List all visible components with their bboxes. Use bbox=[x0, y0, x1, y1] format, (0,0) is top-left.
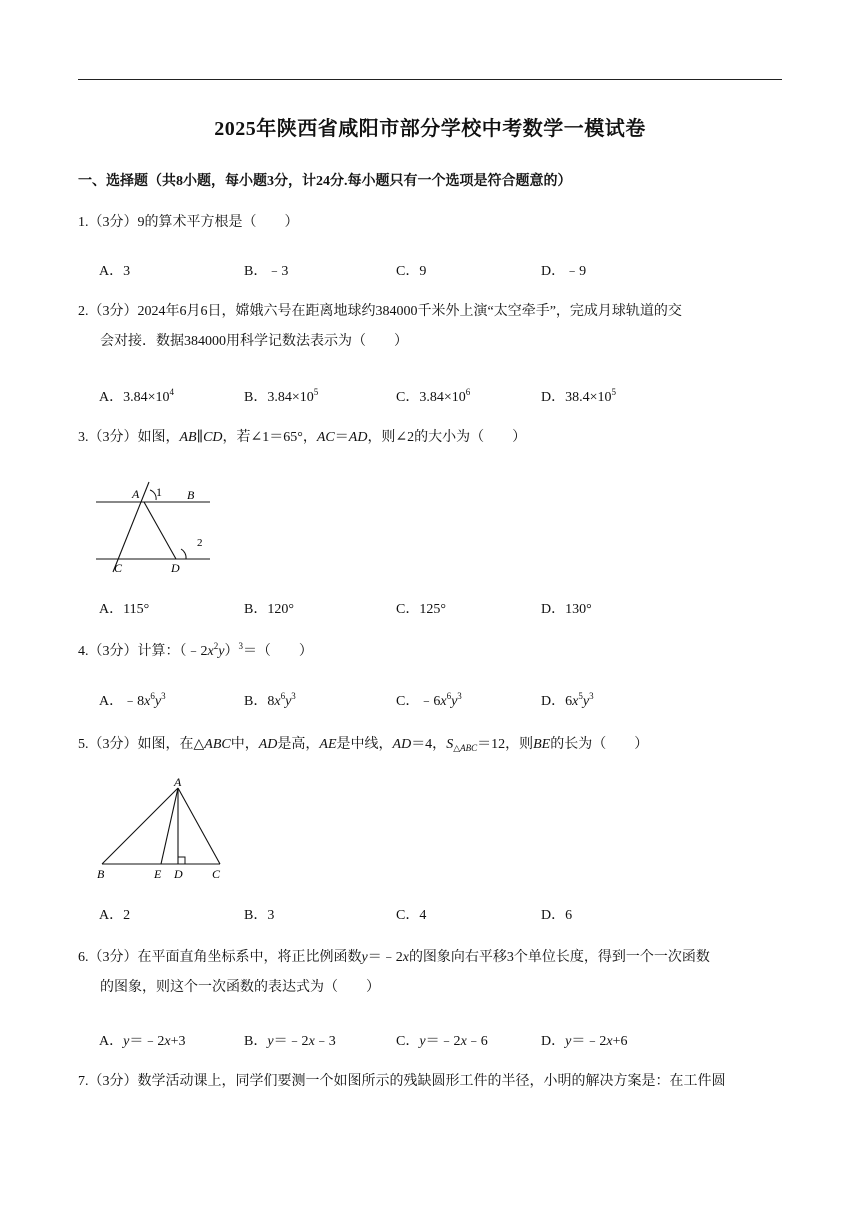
question-text: （3分）数学活动课上，同学们要测一个如图所示的残缺圆形工件的半径，小明的解决方案是：在工件圆 bbox=[88, 1074, 726, 1089]
label-e: E bbox=[154, 867, 162, 881]
section-heading: 一、选择题（共8小题，每小题3分，计24分.每小题只有一个选项是符合题意的） bbox=[78, 174, 572, 189]
question-2-options bbox=[99, 386, 779, 408]
option-b[interactable]: B．$3.84\times 10^5$ bbox=[244, 387, 319, 405]
question-3: 3.（3分）如图，AB∥CD，若∠1＝65°，AC＝AD，则∠2的大小为（ ） bbox=[78, 430, 527, 445]
label-d: D bbox=[171, 561, 180, 574]
question-3-options bbox=[99, 598, 779, 620]
option-c[interactable]: C．$﹣6x^6y^3$ bbox=[396, 691, 462, 709]
question-4-options bbox=[99, 690, 779, 712]
question-1 bbox=[78, 208, 784, 238]
option-a[interactable]: A．115° bbox=[99, 602, 150, 617]
question-6: 6.（3分）在平面直角坐标系中，将正比例函数y＝﹣2x的图象向右平移3个单位长度，得到一个一次函数 的图象，则这个一次函数的表达式为（ ） bbox=[78, 943, 784, 1003]
label-c: C bbox=[114, 561, 123, 574]
option-d[interactable]: D．$6x^5y^3$ bbox=[541, 691, 594, 709]
label-b: B bbox=[187, 488, 195, 502]
label-d: D bbox=[174, 867, 183, 881]
option-d[interactable]: D．$38.4\times 10^5$ bbox=[541, 387, 617, 405]
question-5-options bbox=[99, 904, 779, 926]
option-d[interactable]: D．6 bbox=[541, 908, 573, 923]
option-d[interactable]: D．130° bbox=[541, 602, 592, 617]
question-5: 5.（3分）如图，在△ABC中，AD是高，AE是中线，AD＝4，$S_{\triangle ABC}=12$，则BE的长为（ ） bbox=[78, 737, 649, 753]
label-angle-1: 1 bbox=[156, 485, 162, 499]
side-ab bbox=[102, 788, 178, 864]
option-b[interactable]: B．$8x^6y^3$ bbox=[244, 691, 296, 709]
parallel-lines-figure bbox=[94, 476, 214, 574]
question-7 bbox=[78, 1067, 784, 1097]
question-text: （3分）9的算术平方根是（ ） bbox=[88, 215, 299, 230]
option-a[interactable]: A．2 bbox=[99, 908, 131, 923]
question-text-line-2: 会对接．数据384000用科学记数法表示为（ ） bbox=[100, 334, 408, 349]
option-c[interactable]: C．9 bbox=[396, 264, 427, 279]
option-d[interactable]: D．y＝﹣2x+6 bbox=[541, 1034, 628, 1049]
header-rule bbox=[78, 79, 782, 80]
question-number: 3. bbox=[78, 430, 89, 445]
question-4: 4.（3分）计算：$(﹣2x^2y)^3=$（ ） bbox=[78, 641, 313, 659]
option-b[interactable]: B．3 bbox=[244, 908, 275, 923]
median-ae bbox=[161, 788, 178, 864]
exam-title: 2025年陕西省咸阳市部分学校中考数学一模试卷 bbox=[214, 118, 646, 140]
question-text-line-2: 的图象，则这个一次函数的表达式为（ ） bbox=[100, 980, 380, 995]
option-a[interactable]: A．$3.84\times 10^4$ bbox=[99, 387, 175, 405]
option-c[interactable]: C．125° bbox=[396, 602, 446, 617]
question-6-options bbox=[99, 1030, 779, 1052]
question-text-line-1: （3分）2024年6月6日，嫦娥六号在距离地球约384000千米外上演“太空牵手”，完成月球轨道的交 bbox=[88, 304, 682, 319]
line-ad bbox=[144, 502, 176, 559]
question-1-options bbox=[99, 260, 779, 282]
question-number: 6. bbox=[78, 950, 89, 965]
question-number: 4. bbox=[78, 644, 89, 659]
option-c[interactable]: C．y＝﹣2x﹣6 bbox=[396, 1034, 488, 1049]
option-c[interactable]: C．$3.84\times 10^6$ bbox=[396, 387, 471, 405]
option-b[interactable]: B．y＝﹣2x﹣3 bbox=[244, 1034, 336, 1049]
label-a: A bbox=[132, 487, 140, 501]
triangle-figure bbox=[94, 774, 234, 882]
option-b[interactable]: B．120° bbox=[244, 602, 294, 617]
option-a[interactable]: A．3 bbox=[99, 264, 131, 279]
question-number: 1. bbox=[78, 215, 89, 230]
option-a[interactable]: A．$﹣8x^6y^3$ bbox=[99, 691, 166, 709]
angle-2-arc bbox=[181, 549, 186, 559]
question-number: 5. bbox=[78, 737, 89, 752]
option-b[interactable]: B．﹣3 bbox=[244, 264, 289, 279]
option-a[interactable]: A．y＝﹣2x+3 bbox=[99, 1034, 186, 1049]
label-b: B bbox=[97, 867, 105, 881]
label-a: A bbox=[174, 775, 182, 789]
question-number: 7. bbox=[78, 1074, 89, 1089]
side-ac bbox=[178, 788, 220, 864]
option-c[interactable]: C．4 bbox=[396, 908, 427, 923]
question-2 bbox=[78, 297, 784, 357]
label-c: C bbox=[212, 867, 221, 881]
label-angle-2: 2 bbox=[197, 537, 203, 549]
option-d[interactable]: D．﹣9 bbox=[541, 264, 587, 279]
question-number: 2. bbox=[78, 304, 89, 319]
right-angle-mark bbox=[178, 857, 185, 864]
